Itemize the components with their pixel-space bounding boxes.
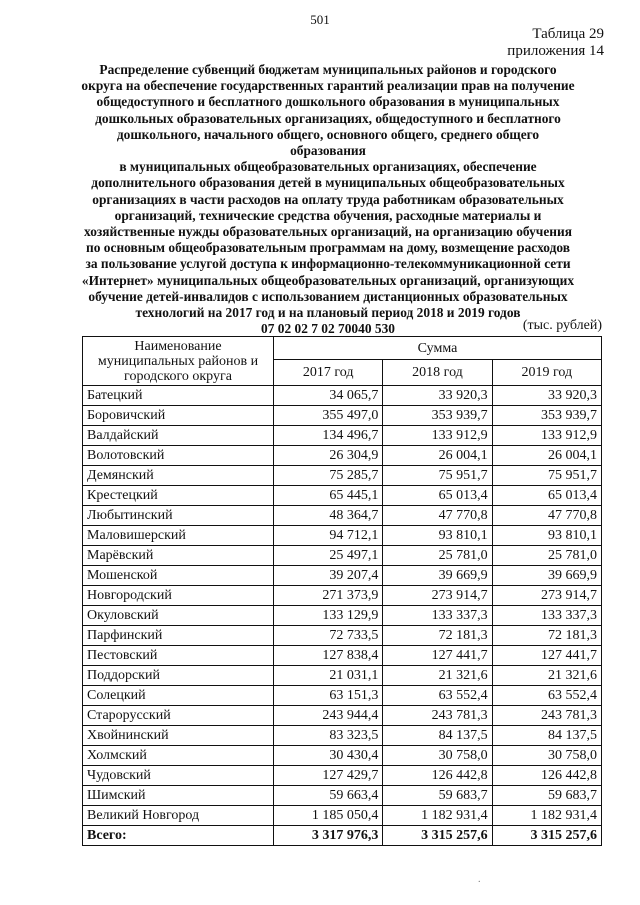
district-name: Окуловский (83, 606, 274, 626)
units-label: (тыс. рублей) (522, 318, 602, 333)
table-row (83, 426, 602, 446)
title-line: технологий на 2017 год и на плановый период 2018 и 2019 годов (135, 305, 521, 321)
total-label: Всего: (83, 826, 274, 846)
header-name: Наименование муниципальных районов и городского округа (83, 337, 274, 386)
amount-2018: 47 770,8 (383, 506, 492, 526)
district-name: Старорусский (83, 706, 274, 726)
title-line: «Интернет» муниципальных общеобразовательных организаций, организующих (81, 272, 575, 288)
amount-2019: 126 442,8 (492, 766, 601, 786)
district-name: Шимский (83, 786, 274, 806)
amount-2019: 93 810,1 (492, 526, 601, 546)
amount-2019: 26 004,1 (492, 446, 601, 466)
amount-2018: 75 951,7 (383, 466, 492, 486)
district-name: Новгородский (83, 586, 274, 606)
amount-2017: 26 304,9 (274, 446, 383, 466)
amount-2017: 243 944,4 (274, 706, 383, 726)
district-name: Великий Новгород (83, 806, 274, 826)
title-line: 07 02 02 7 02 70040 530 (261, 321, 395, 337)
amount-2017: 63 151,3 (274, 686, 383, 706)
header-year-2018: 2018 год (383, 360, 492, 386)
amount-2018: 353 939,7 (383, 406, 492, 426)
title-line: хозяйственные нужды образовательных организаций, на организацию обучения (84, 224, 572, 240)
title-line: по основным общеобразовательным программам на дому, возмещение расходов (86, 240, 570, 256)
district-name: Батецкий (83, 386, 274, 406)
amount-2019: 47 770,8 (492, 506, 601, 526)
table-row (83, 586, 602, 606)
table-body (83, 386, 602, 846)
header-year-2019: 2019 год (492, 360, 601, 386)
amount-2019: 133 337,3 (492, 606, 601, 626)
title-line: организаций, технические средства обучения, расходные материалы и (114, 207, 542, 223)
table-row (83, 486, 602, 506)
table-ref-line2: приложения 14 (507, 43, 604, 59)
table-row (83, 686, 602, 706)
amount-2017: 127 429,7 (274, 766, 383, 786)
amount-2019: 59 683,7 (492, 786, 601, 806)
title-line: общедоступного и бесплатного дошкольного образования в муниципальных (96, 94, 560, 110)
amount-2018: 1 182 931,4 (383, 806, 492, 826)
amount-2018: 243 781,3 (383, 706, 492, 726)
district-name: Боровичский (83, 406, 274, 426)
amount-2017: 21 031,1 (274, 666, 383, 686)
table-row (83, 766, 602, 786)
amount-2017: 355 497,0 (274, 406, 383, 426)
amount-2019: 39 669,9 (492, 566, 601, 586)
table-row (83, 466, 602, 486)
subvention-table (82, 336, 602, 846)
title-line: дошкольного, начального общего, основного общего, среднего общего образования (116, 126, 540, 159)
district-name: Чудовский (83, 766, 274, 786)
amount-2017: 34 065,7 (274, 386, 383, 406)
amount-2019: 33 920,3 (492, 386, 601, 406)
table-row (83, 506, 602, 526)
title-line: округа на обеспечение государственных гарантий реализации прав на получение (81, 78, 575, 94)
amount-2017: 94 712,1 (274, 526, 383, 546)
table-row (83, 406, 602, 426)
table-row (83, 546, 602, 566)
amount-2017: 271 373,9 (274, 586, 383, 606)
amount-2019: 30 758,0 (492, 746, 601, 766)
title-line: в муниципальных общеобразовательных организациях, обеспечение (119, 159, 537, 175)
amount-2018: 93 810,1 (383, 526, 492, 546)
district-name: Парфинский (83, 626, 274, 646)
table-row (83, 786, 602, 806)
district-name: Холмский (83, 746, 274, 766)
district-name: Поддорский (83, 666, 274, 686)
footer-mark: . (478, 874, 481, 885)
amount-2019: 353 939,7 (492, 406, 601, 426)
district-name: Любытинский (83, 506, 274, 526)
table-row (83, 706, 602, 726)
amount-2019: 21 321,6 (492, 666, 601, 686)
table-row (83, 446, 602, 466)
table-row (83, 726, 602, 746)
amount-2018: 30 758,0 (383, 746, 492, 766)
amount-2018: 127 441,7 (383, 646, 492, 666)
page-number: 501 (310, 12, 330, 27)
total-2017: 3 317 976,3 (274, 826, 383, 846)
title-line: дошкольных образовательных организациях, общедоступного и бесплатного (95, 110, 561, 126)
total-2018: 3 315 257,6 (383, 826, 492, 846)
table-row (83, 526, 602, 546)
title-line: дополнительного образования детей в муниципальных общеобразовательных (91, 175, 565, 191)
amount-2017: 72 733,5 (274, 626, 383, 646)
amount-2019: 273 914,7 (492, 586, 601, 606)
district-name: Крестецкий (83, 486, 274, 506)
amount-2018: 273 914,7 (383, 586, 492, 606)
amount-2017: 48 364,7 (274, 506, 383, 526)
amount-2018: 33 920,3 (383, 386, 492, 406)
amount-2017: 25 497,1 (274, 546, 383, 566)
amount-2019: 243 781,3 (492, 706, 601, 726)
amount-2017: 75 285,7 (274, 466, 383, 486)
amount-2018: 72 181,3 (383, 626, 492, 646)
amount-2017: 1 185 050,4 (274, 806, 383, 826)
title-line: Распределение субвенций бюджетам муниципальных районов и городского (99, 62, 557, 77)
total-2019: 3 315 257,6 (492, 826, 601, 846)
amount-2017: 127 838,4 (274, 646, 383, 666)
table-row (83, 606, 602, 626)
table-row (83, 386, 602, 406)
header-year-2017: 2017 год (274, 360, 383, 386)
district-name: Волотовский (83, 446, 274, 466)
district-name: Маловишерский (83, 526, 274, 546)
amount-2017: 65 445,1 (274, 486, 383, 506)
amount-2017: 83 323,5 (274, 726, 383, 746)
amount-2017: 59 663,4 (274, 786, 383, 806)
amount-2019: 84 137,5 (492, 726, 601, 746)
amount-2019: 72 181,3 (492, 626, 601, 646)
district-name: Хвойнинский (83, 726, 274, 746)
amount-2018: 21 321,6 (383, 666, 492, 686)
table-reference (507, 26, 604, 60)
amount-2019: 25 781,0 (492, 546, 601, 566)
district-name: Мошенской (83, 566, 274, 586)
amount-2018: 59 683,7 (383, 786, 492, 806)
amount-2018: 26 004,1 (383, 446, 492, 466)
table-row (83, 806, 602, 826)
title-line: обучение детей-инвалидов с использованием дистанционных образовательных (88, 288, 568, 304)
district-name: Демянский (83, 466, 274, 486)
amount-2017: 30 430,4 (274, 746, 383, 766)
table-row (83, 666, 602, 686)
title-line: за пользование услугой доступа к информационно-телекоммуникационной сети (85, 256, 571, 272)
amount-2018: 65 013,4 (383, 486, 492, 506)
document-title (78, 62, 578, 337)
title-line: организациях в части расходов на оплату труда работникам образовательных (92, 191, 564, 207)
district-name: Валдайский (83, 426, 274, 446)
table-ref-line1: Таблица 29 (532, 26, 604, 42)
amount-2019: 65 013,4 (492, 486, 601, 506)
table-row (83, 626, 602, 646)
district-name: Пестовский (83, 646, 274, 666)
amount-2019: 63 552,4 (492, 686, 601, 706)
amount-2017: 133 129,9 (274, 606, 383, 626)
amount-2018: 133 912,9 (383, 426, 492, 446)
amount-2019: 133 912,9 (492, 426, 601, 446)
header-sum: Сумма (274, 337, 602, 360)
amount-2018: 84 137,5 (383, 726, 492, 746)
amount-2018: 25 781,0 (383, 546, 492, 566)
amount-2019: 1 182 931,4 (492, 806, 601, 826)
amount-2018: 133 337,3 (383, 606, 492, 626)
amount-2018: 126 442,8 (383, 766, 492, 786)
table-row (83, 746, 602, 766)
total-row (83, 826, 602, 846)
amount-2017: 39 207,4 (274, 566, 383, 586)
table-row (83, 566, 602, 586)
amount-2018: 63 552,4 (383, 686, 492, 706)
amount-2018: 39 669,9 (383, 566, 492, 586)
district-name: Солецкий (83, 686, 274, 706)
amount-2019: 75 951,7 (492, 466, 601, 486)
amount-2017: 134 496,7 (274, 426, 383, 446)
amount-2019: 127 441,7 (492, 646, 601, 666)
table-row (83, 646, 602, 666)
district-name: Марёвский (83, 546, 274, 566)
